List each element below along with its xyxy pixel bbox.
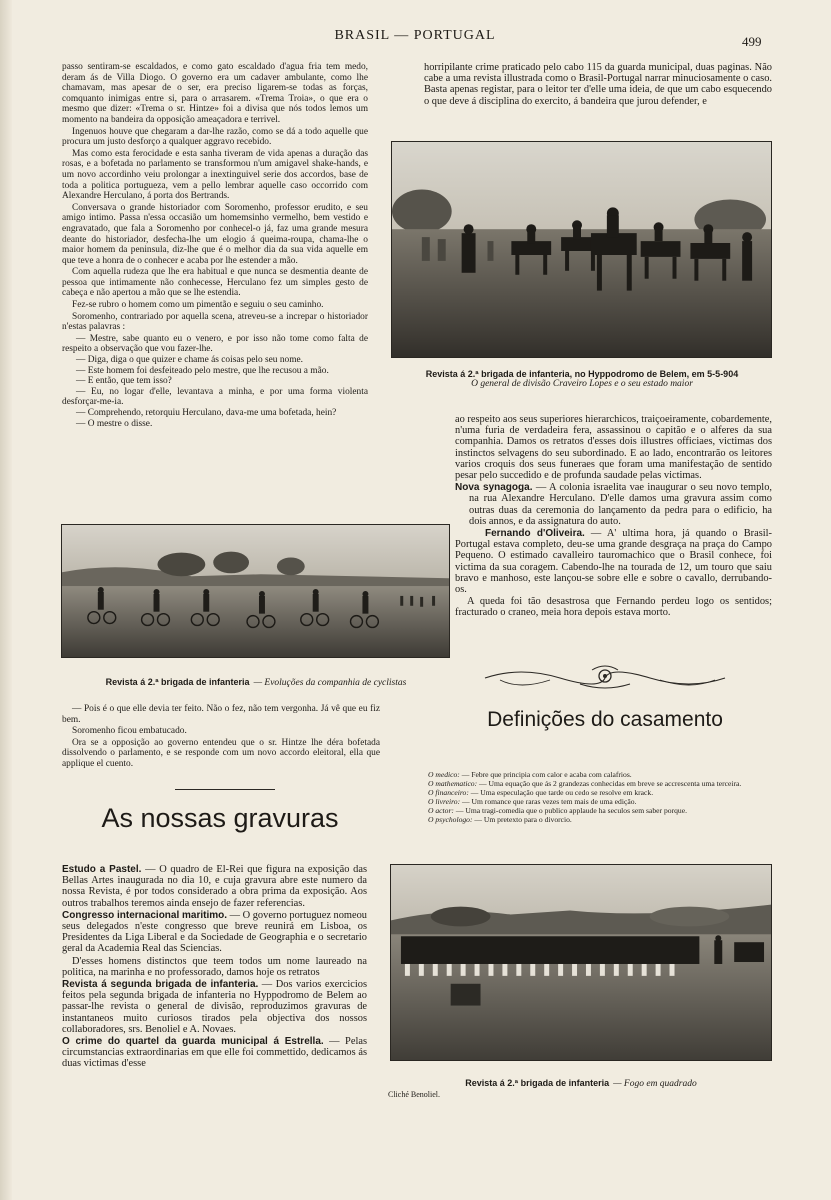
section-title-definicoes: Definições do casamento <box>487 708 723 731</box>
photo-cyclists <box>61 524 450 658</box>
paragraph: — Pois é o que elle devia ter feito. Não o fez, não tem vergonha. Já vê que eu fiz bem. <box>62 704 380 725</box>
caption-cavalry <box>392 369 772 389</box>
definition-text: — Uma equação que ás 2 grandezas conhecidas em breve se accrescenta uma terceira. <box>477 779 742 788</box>
paragraph: Ora se a opposição ao governo entendeu que o sr. Hintze lhe déra bofetada dissolvendo o parlamento, e se responde com um novo accordo eleitoral, ella que applique el cuento. <box>62 737 380 769</box>
definition-item <box>428 788 773 797</box>
news-text: — A colonia israelita vae inaugurar o seu novo templo, na rua Alexandre Herculano. D'elle damos uma gravura assim como outras duas da ceremonia do lançamento da pedra para o edificio, ha dois annos, e da assignatura do auto. <box>469 482 772 527</box>
definition-text: — Um pretexto para o divorcio. <box>472 815 572 824</box>
ornament-divider <box>480 664 730 692</box>
caption-title: Revista á 2.ª brigada de infanteria <box>465 1078 610 1088</box>
definitions-list <box>428 770 773 824</box>
gravura-lead: O crime do quartel da guarda municipal á Estrella. <box>62 1036 324 1048</box>
photo-credit: Cliché Benoliel. <box>388 1090 440 1099</box>
definition-term: O financeiro: <box>428 788 469 797</box>
dialogue-line: — Este homem foi desfeiteado pelo mestre, que lhe recusou a mão. <box>76 365 329 376</box>
gravura-lead: Revista á segunda brigada de infanteria. <box>62 979 259 991</box>
gravura-text: — Pelas circumstancias extraordinarias em que elle foi commettido, dedicamos ás duas victimas d'esse <box>62 1036 367 1070</box>
definition-text: — Uma especulação que tarde ou cedo se resolve em krack. <box>468 788 654 797</box>
definition-item <box>428 815 773 824</box>
gravura-item <box>62 979 367 1035</box>
divider <box>175 789 275 790</box>
definition-item <box>428 806 773 815</box>
dialogue-line: — Diga, diga o que quizer e chame ás coisas pelo seu nome. <box>76 355 304 366</box>
news-item <box>455 528 772 595</box>
paragraph: Fez-se rubro o homem como um pimentão e seguiu o seu caminho. <box>72 300 324 311</box>
photo-cavalry <box>391 141 772 358</box>
definition-term: O mathematico: <box>428 779 478 788</box>
caption-subtitle: — Evoluções da companhia de cyclistas <box>253 678 407 688</box>
dialogue-line: — O mestre o disse. <box>76 418 153 429</box>
article-ending <box>62 704 380 771</box>
news-text: A queda foi tão desastrosa que Fernando perdeu logo os sentidos; fracturado o craneo, meia hora depois estava morto. <box>455 596 772 619</box>
paragraph: Ingenuos houve que chegaram a dar-lhe razão, como se dá a todo aquelle que procura um justo desforço a qualquer aggravo recebido. <box>62 126 368 148</box>
dialogue-line: — E então, que tem isso? <box>76 376 172 387</box>
dialogue-line: — Eu, no logar d'elle, levantava a minha, e por uma forma violenta desforçar-me-ia. <box>62 386 368 408</box>
running-head: BRASIL — PORTUGAL <box>334 28 496 43</box>
paragraph: Conversava o grande historiador com Soromenho, professor erudito, e seu amigo intimo. Passa n'essa occasião um homemsinho vermelho, bem vestido e engravatado, que fala a Soromenho por conhecel-o já, faz uma grande mesura deante do historiador, desfecha-lhe um elogio á queima-roupa, chama-lhe o maior homem da peninsula, diz-lhe que é o melhor dia da sua vida aquelle em que teve a honra de o conhecer e acaba por lhe estender a mão. <box>62 202 368 266</box>
gravura-lead: Estudo a Pastel. <box>62 864 142 875</box>
definition-item <box>428 770 773 779</box>
news-text: — A' ultima hora, já quando o Brasil-Portugal estava completo, deu-se uma grande desgraça na praça do Campo Pequeno. O estimado cavalleiro tauromachico que o Brasil conhece, foi victima da sua coragem. Cabendo-lhe na tourada de 12, um touro que saiu bravo e manhoso, este lançou-se sobre elle e sobre o cavallo, derrubando-os. <box>455 528 772 596</box>
caption-title: Revista á 2.ª brigada de infanteria <box>105 677 250 687</box>
paragraph: ao respeito aos seus superiores hierarchicos, traiçoeiramente, cobardemente, n'uma furia de verdadeira fera, assassinou o capitão e o alferes da sua companhia. Damos os retratos d'esses dois illustres officiaes, victimas dos instinctos selvagens do seu subordinado. E ao lado, encontrarão os leitores varios croquis dos seus funeraes que foram uma manifestação de sentido pesar pelo succedido e de profunda saudade pelas victimas. <box>455 414 772 482</box>
news-item <box>455 482 772 527</box>
gravura-text: — O quadro de El-Rei que figura na exposição das Bellas Artes inaugurada no dia 10, e cuja gravura abre este numero da nossa Revista, é por todos considerado a obra prima da exposição. Aos outros trabalhos teremos ainda ensejo de fazer referencias. <box>62 864 367 909</box>
definition-text: — Um romance que raras vezes tem mais de uma edição. <box>460 797 637 806</box>
paragraph: Mas como esta ferocidade e esta sanha tiveram de vida apenas a duração das rosas, e a bofetada no parlamento se transformou n'um amigavel shake-hands, e um novo accordinho veiu prolongar a inextinguivel serie dos accordos, base de toda a politica portugueza, vem a pello lembrar aquelle caso occorrido com Alexandre Herculano, á porta dos Bertrands. <box>62 148 368 202</box>
caption-cyclists <box>62 672 450 690</box>
definition-text: — Uma tragi-comedia que o publico applaude ha seculos sem saber porque. <box>453 806 687 815</box>
paragraph: passo sentiram-se escaldados, e como gato escaldado d'agua fria tem medo, deram ás de Villa Diogo. O governo era um cadaver ambulante, como lhe chamavam, mas apesar de o ser, era preciso ligarem-se todas as forças, comquanto inimigas entre si, para o arrasarem. «Trema Troia», o que era o mesmo que dizer: «Trema o sr. Hintze» foi a divisa que nós todos lemos um momento na bandeira da opposição ameaçadora e terrivel. <box>62 62 368 125</box>
news-lead: Nova synagoga. <box>455 482 533 494</box>
right-top-text <box>424 62 772 108</box>
gravura-item <box>62 910 367 955</box>
definition-term: O actor: <box>428 806 454 815</box>
gravura-item <box>62 864 367 909</box>
article-left-column <box>62 62 368 429</box>
news-lead: Fernando d'Oliveira. <box>485 528 585 540</box>
section-title-gravuras: As nossas gravuras <box>101 803 339 833</box>
gravura-text: D'esses homens distinctos que teem todos um nome laureado na politica, na marinha e no professorado, damos hoje os retratos <box>62 955 367 978</box>
definition-item <box>428 779 773 788</box>
gravura-text: — Dos varios exercicios feitos pela segunda brigada de infanteria no Hyppodromo de Belem ao passar-lhe revista o general de divisão, reproduzimos gravuras de instantaneos muito curiosos tirados pela objectiva dos nossos collaboradores, srs. Benoliel e A. Novaes. <box>62 979 367 1035</box>
paragraph: Soromenho, contrariado por aquella scena, atreveu-se a increpar o historiador n'estas palavras : <box>62 311 368 333</box>
caption-subtitle: — Fogo em quadrado <box>613 1079 697 1089</box>
page-edge <box>0 0 12 1200</box>
definition-item <box>428 797 773 806</box>
page-number: 499 <box>742 34 762 49</box>
definition-term: O livreiro: <box>428 797 461 806</box>
dialogue-line: — Comprehendo, retorquiu Herculano, dava-me uma bofetada, hein? <box>76 408 337 418</box>
photo-square <box>390 864 772 1061</box>
gravura-lead: Congresso internacional maritimo. <box>62 909 228 921</box>
paragraph: horripilante crime praticado pelo cabo 115 da guarda municipal, duas paginas. Não cabe a uma revista illustrada como o Brasil-Portugal narrar minuciosamente o caso. Basta apenas registar, para o leitor ter d'elle uma ideia, de que um cabo esquecendo o que deve á disciplina do exercito, á bandeira que jurou defender, e <box>424 62 772 107</box>
gravura-text: — O governo portuguez nomeou seus delegados n'este congresso que breve reunirá em Lisboa, os Presidentes da Liga Liberal e da Sociedade de Geographia e o secretario geral da Academia Real das Sciencias. <box>62 909 368 955</box>
caption-square <box>391 1073 771 1091</box>
gravuras-list <box>62 864 367 1071</box>
paragraph: Soromenho ficou embatucado. <box>72 726 187 737</box>
caption-title: Revista á 2.ª brigada de infanteria, no Hyppodromo de Belem, em 5-5-904 <box>425 369 739 379</box>
definition-term: O psychologo: <box>428 815 473 824</box>
definition-text: — Febre que principia com calor e acaba com calafrios. <box>459 770 632 779</box>
gravura-item <box>62 1036 367 1070</box>
definition-term: O medico: <box>428 770 460 779</box>
dialogue-line: — Mestre, sabe quanto eu o venero, e por isso não tome como falta de respeito a observação que vou fazer-lhe. <box>62 333 368 355</box>
paragraph: Com aquella rudeza que lhe era habitual e que nunca se desmentia deante de pessoa que intimamente não conhecesse, Herculano fez um simples gesto de cabeça e não apertou a mão que se lhe estendia. <box>62 267 368 299</box>
caption-subtitle: O general de divisão Craveiro Lopes e o seu estado maior <box>471 379 693 389</box>
news-item <box>455 596 772 618</box>
right-mid-text <box>455 414 772 620</box>
gravura-item <box>62 956 367 978</box>
